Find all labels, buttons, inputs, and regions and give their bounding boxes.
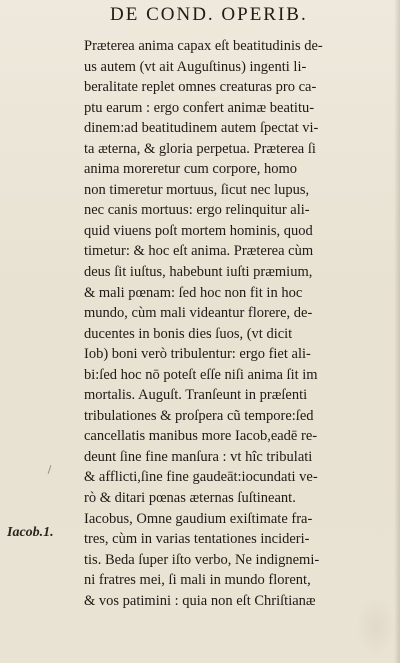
text-line: timetur: & hoc eſt anima. Præterea cùm bbox=[84, 243, 314, 260]
text-line: nec canis mortuus: ergo relinquitur ali- bbox=[84, 202, 310, 219]
paper-stain bbox=[356, 597, 396, 657]
text-line: Præterea anima capax eſt beatitudinis de- bbox=[84, 38, 323, 54]
text-line: cancellatis manibus more Iacob,eadē re- bbox=[84, 428, 318, 445]
text-line: quid viuens poſt mortem hominis, quod bbox=[84, 222, 313, 239]
ink-mark bbox=[48, 465, 52, 474]
text-line: tribulationes & proſpera cũ tempore:ſed bbox=[84, 407, 314, 424]
text-line: dinem:ad beatitudinem autem ſpectat vi- bbox=[84, 120, 319, 137]
text-line: deunt ſine fine manſura : vt hîc tribulati bbox=[84, 448, 313, 465]
text-line: & afflicti,ſine fine gaudeāt:iocundati ve- bbox=[84, 469, 318, 486]
text-line: tres, cùm in varias tentationes incideri- bbox=[84, 531, 310, 548]
body-text bbox=[84, 36, 384, 611]
running-head: DE COND. OPERIB. bbox=[110, 4, 308, 25]
page-edge-shadow bbox=[394, 0, 400, 663]
text-line: non timeretur mortuus, ſicut nec lupus, bbox=[84, 181, 310, 198]
text-line: & mali pœnam: ſed hoc non fit in hoc bbox=[84, 284, 303, 301]
text-line: ptu earum : ergo confert animæ beatitu- bbox=[84, 99, 315, 116]
text-line: ducentes in bonis dies ſuos, (vt dicit bbox=[84, 325, 293, 342]
text-line: & vos patimini : quia non eſt Chriſtianæ bbox=[84, 592, 316, 609]
text-line: ta æterna, & gloria perpetua. Præterea ſi bbox=[84, 140, 316, 157]
text-line: bi:ſed hoc nō poteſt eſſe niſi anima ſit im bbox=[84, 366, 318, 383]
text-line: anima moreretur cum corpore, homo bbox=[84, 161, 297, 178]
marginal-note: Iacob.1. bbox=[7, 525, 54, 540]
text-line: Iob) boni verò tribulentur: ergo fiet ali- bbox=[84, 346, 311, 363]
text-line: deus ſit iuſtus, habebunt iuſti præmium, bbox=[84, 264, 313, 281]
text-line: Iacobus, Omne gaudium exiſtimate fra- bbox=[84, 510, 313, 527]
text-line: tis. Beda ſuper iſto verbo, Ne indignemi- bbox=[84, 551, 320, 568]
text-line: mortalis. Auguſt. Tranſeunt in præſenti bbox=[84, 387, 308, 404]
text-line: beralitate replet omnes creaturas pro ca- bbox=[84, 79, 317, 96]
text-line: ni fratres mei, ſi mali in mundo florent, bbox=[84, 572, 311, 589]
text-line: rò & ditari pœnas æternas ſuſtineant. bbox=[84, 490, 296, 507]
text-line: us autem (vt ait Auguſtinus) ingenti li- bbox=[84, 58, 307, 75]
text-line: mundo, cùm mali videantur florere, de- bbox=[84, 305, 313, 322]
